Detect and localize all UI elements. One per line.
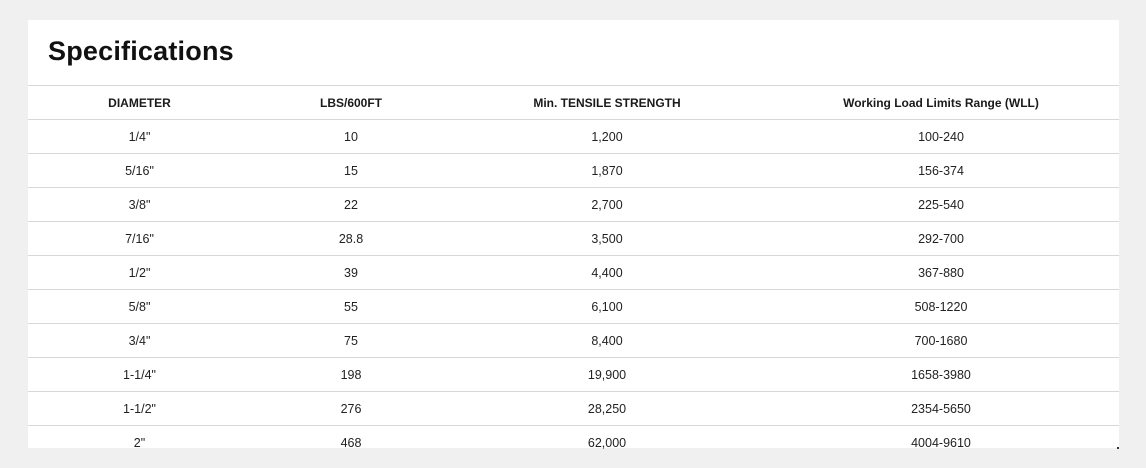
cell-diameter: 3/4" <box>28 324 251 358</box>
cell-weight: 198 <box>251 358 451 392</box>
cell-tensile-strength: 62,000 <box>587 436 627 450</box>
cell-working-load-limit: 100-240 <box>763 120 1119 154</box>
cell-weight: 22 <box>251 188 451 222</box>
cell-diameter: 1/2" <box>28 256 251 290</box>
cell-tensile-strength: 6,100 <box>451 290 763 324</box>
table-row <box>28 358 1119 392</box>
cell-tensile-strength: 28,250 <box>451 392 763 426</box>
cell-working-load-limit: 1658-3980 <box>763 358 1119 392</box>
cell-weight: 15 <box>251 154 451 188</box>
cell-working-load-limit: 292-700 <box>763 222 1119 256</box>
table-row <box>28 222 1119 256</box>
cell-working-load-limit: 367-880 <box>763 256 1119 290</box>
cell-diameter: 1/4" <box>28 120 251 154</box>
table-row <box>28 120 1119 154</box>
cell-tensile-strength: 1,870 <box>451 154 763 188</box>
cell-working-load-limit: 225-540 <box>763 188 1119 222</box>
table-row <box>28 256 1119 290</box>
cell-weight: 55 <box>251 290 451 324</box>
corner-dot <box>1117 447 1119 449</box>
cell-diameter: 5/8" <box>28 290 251 324</box>
cell-working-load-limit: 508-1220 <box>763 290 1119 324</box>
specifications-card <box>28 20 1119 448</box>
cell-tensile-strength: 2,700 <box>451 188 763 222</box>
table-row <box>28 188 1119 222</box>
cell-diameter: 1-1/4" <box>28 358 251 392</box>
cell-working-load-limit: 2354-5650 <box>763 392 1119 426</box>
cell-diameter: 1-1/2" <box>28 392 251 426</box>
cell-working-load-limit: 156-374 <box>763 154 1119 188</box>
column-header-diameter: DIAMETER <box>28 86 251 120</box>
table-row <box>28 392 1119 426</box>
cell-tensile-strength: 3,500 <box>451 222 763 256</box>
cell-weight: 28.8 <box>251 222 451 256</box>
cell-diameter: 5/16" <box>28 154 251 188</box>
cell-working-load-limit: 4004-9610 <box>911 436 971 450</box>
cell-diameter: 7/16" <box>28 222 251 256</box>
cell-diameter: 3/8" <box>28 188 251 222</box>
table-row <box>28 324 1119 358</box>
table-row <box>28 426 1119 460</box>
cell-tensile-strength: 19,900 <box>451 358 763 392</box>
cell-tensile-strength: 8,400 <box>451 324 763 358</box>
cell-weight: 39 <box>251 256 451 290</box>
cell-tensile-strength: 4,400 <box>451 256 763 290</box>
cell-weight: 276 <box>251 392 451 426</box>
column-header-weight: LBS/600FT <box>251 86 451 120</box>
page-title: Specifications <box>48 36 234 66</box>
table-row <box>28 290 1119 324</box>
column-header-working-load-limit: Working Load Limits Range (WLL) <box>763 86 1119 120</box>
cell-weight: 468 <box>340 436 362 450</box>
cell-tensile-strength: 1,200 <box>451 120 763 154</box>
cell-working-load-limit: 700-1680 <box>763 324 1119 358</box>
cell-weight: 75 <box>251 324 451 358</box>
cell-diameter: 2" <box>133 436 146 450</box>
specifications-table <box>28 85 1119 459</box>
cell-weight: 10 <box>251 120 451 154</box>
table-header-row <box>28 86 1119 120</box>
column-header-tensile-strength: Min. TENSILE STRENGTH <box>451 86 763 120</box>
table-row <box>28 154 1119 188</box>
